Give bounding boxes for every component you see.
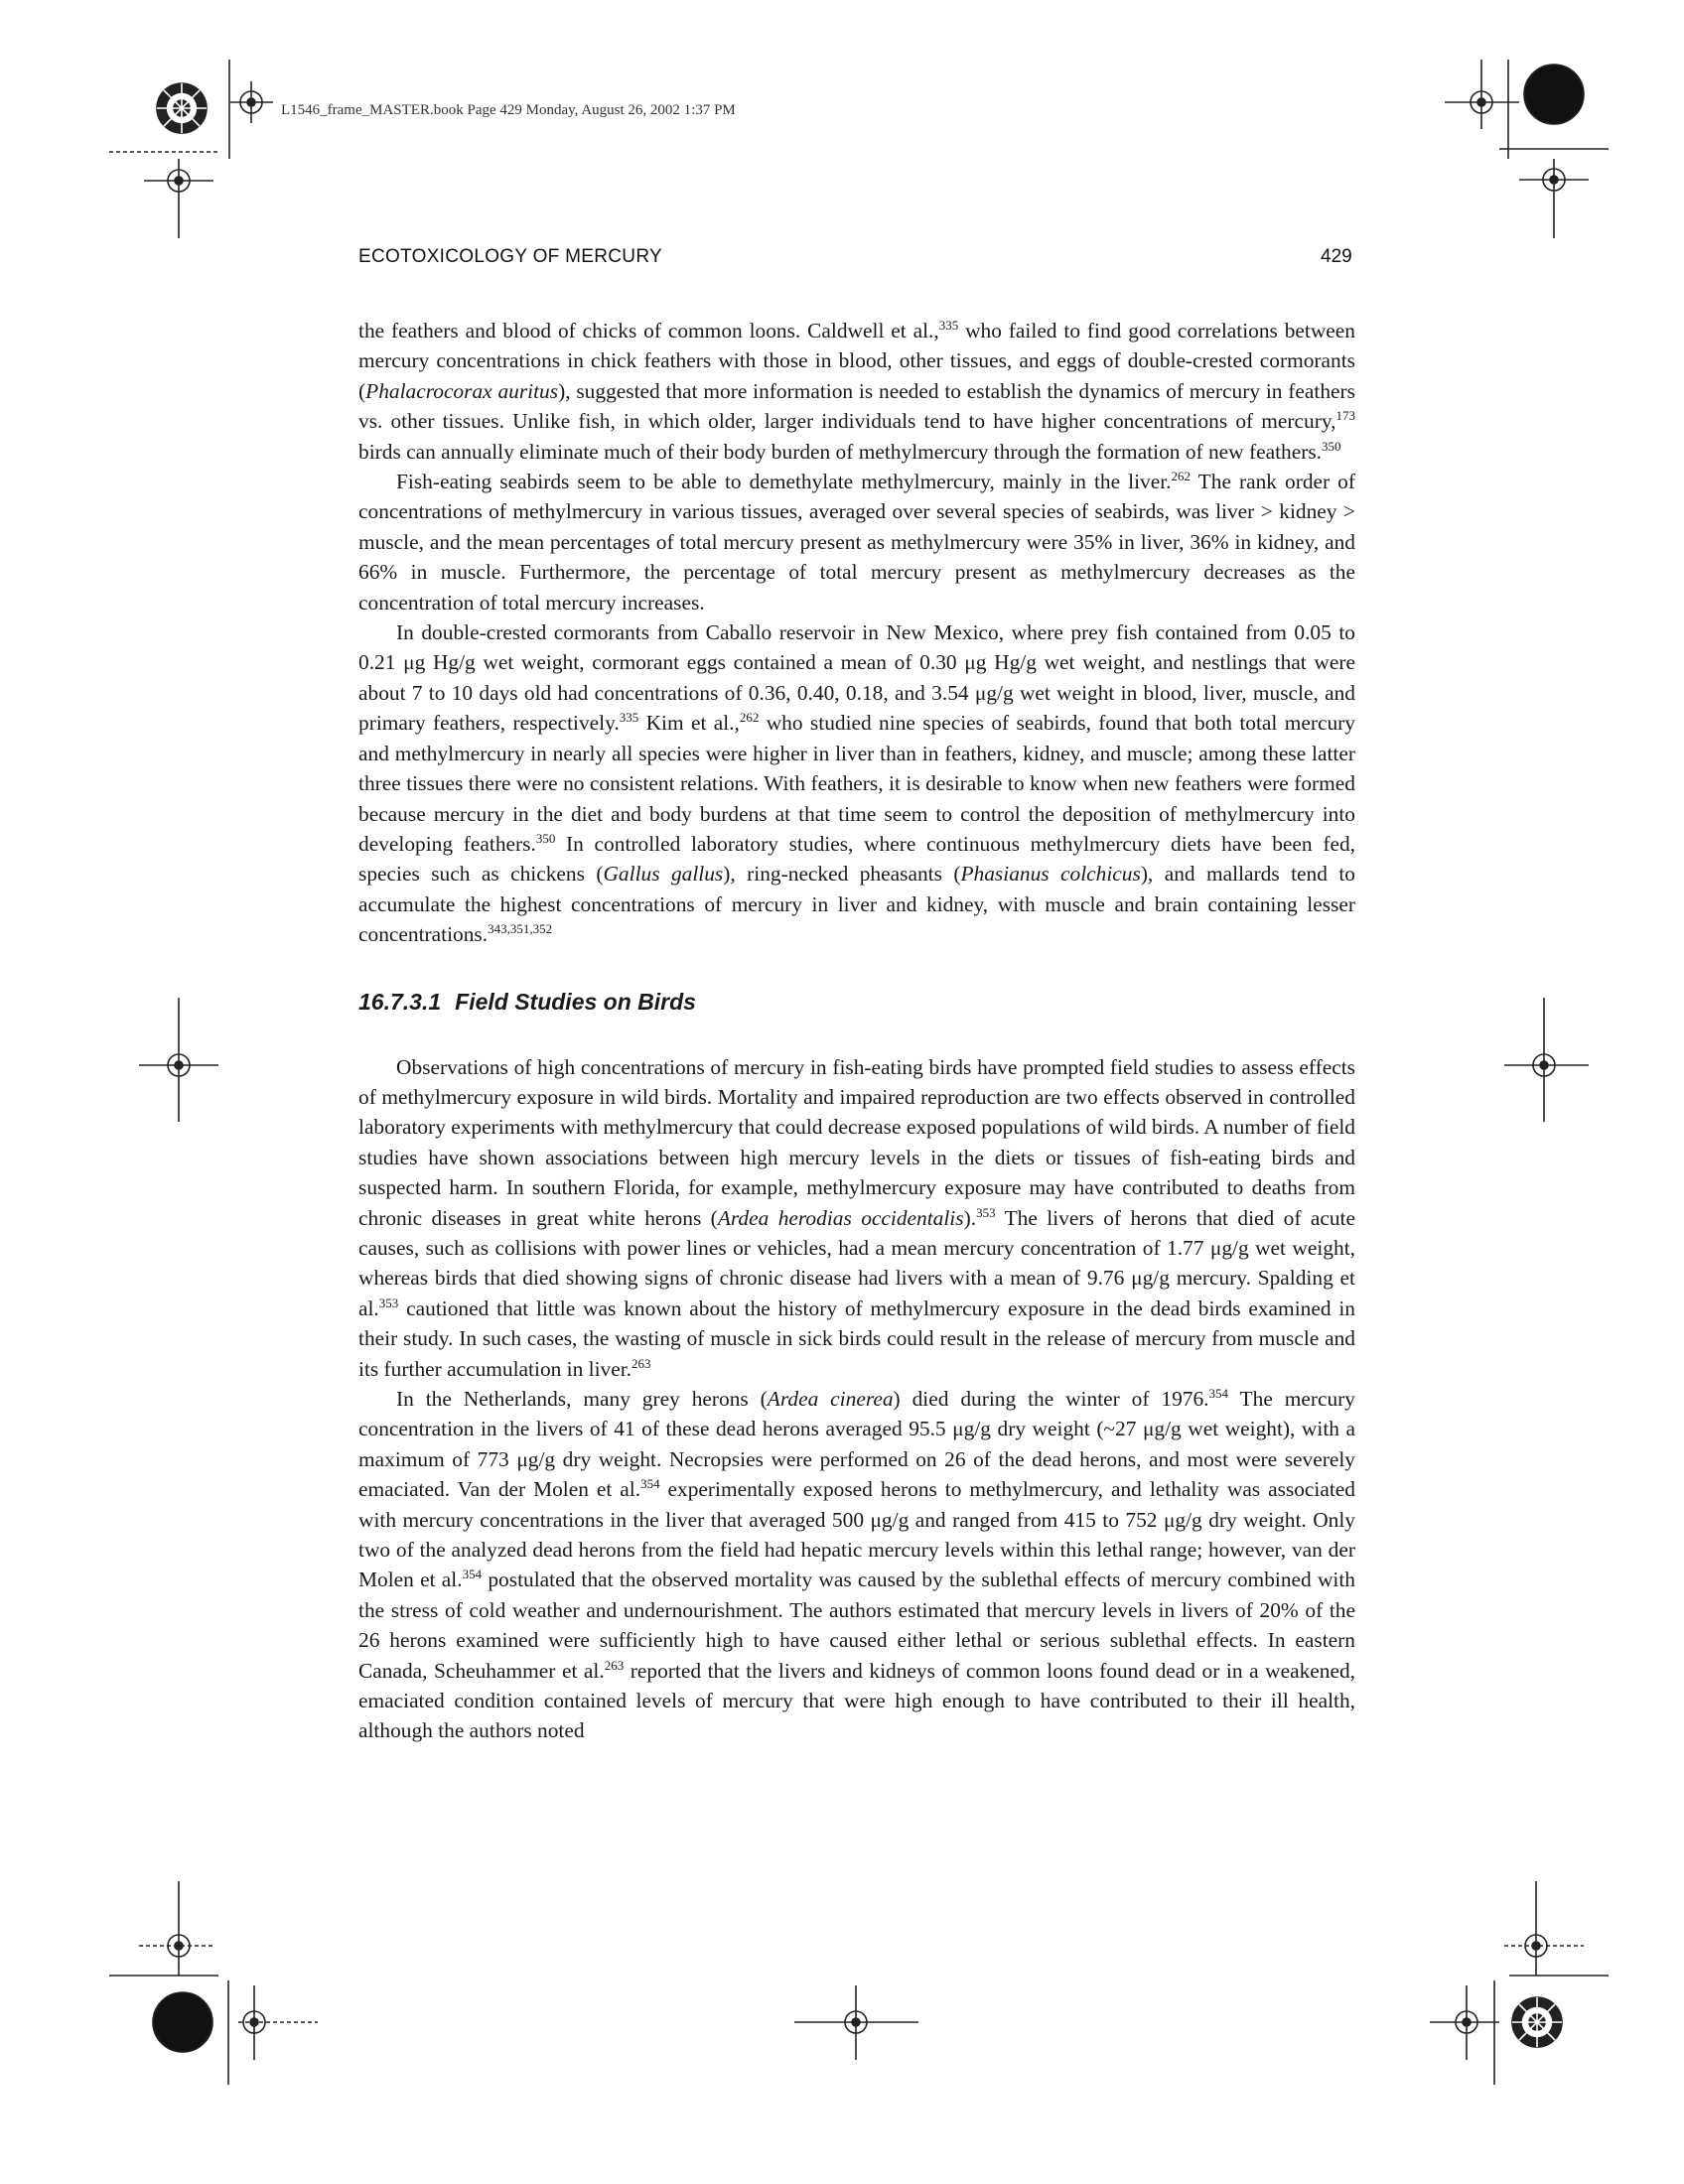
- text-run: ), suggested that more information is needed to establish the dynamics of mercury in feathers vs. other tissues. Unlike fish, in which older, larger individuals tend to have higher concentrations of mercury,: [358, 378, 1355, 434]
- citation-ref: 335: [619, 710, 639, 726]
- registration-mark-icon: [139, 1881, 213, 1976]
- page-number: 429: [1321, 246, 1352, 267]
- citation-ref: 263: [632, 1355, 651, 1371]
- citation-ref: 354: [1208, 1385, 1229, 1401]
- solid-dot-mark-icon: [1524, 65, 1584, 124]
- citation-ref: 263: [604, 1657, 625, 1673]
- text-run: experimentally exposed herons to methylmercury, and lethality was associated with mercury concentrations in the liver that averaged 500 μg/g and ranged from 415 to 752 μg/g dry weight. Only two of the analyzed dead herons from the field had hepatic mercury levels within this lethal range; however, van der Molen et al.: [358, 1477, 1355, 1592]
- registration-mark-icon: [230, 81, 273, 123]
- text-run: Observations of high concentrations of mercury in fish-eating birds have prompted field studies to assess effects of methylmercury exposure in wild birds. Mortality and impaired reproduction are two effects observed in controlled laboratory experiments with methylmercury that could decrease exposed populations of wild birds. A number of field studies have shown associations between high mercury levels in the diets or tissues of fish-eating birds and suspected harm. In southern Florida, for example, methylmercury exposure may have contributed to deaths from chronic diseases in great white herons (: [358, 1054, 1355, 1230]
- page-body: [358, 316, 1355, 1746]
- text-run: In double-crested cormorants from Caballo reservoir in New Mexico, where prey fish contained from 0.05 to 0.21 μg Hg/g wet weight, cormorant eggs contained a mean of 0.30 μg Hg/g wet weight, and nestlings that were about 7 to 10 days old had concentrations of 0.36, 0.40, 0.18, and 3.54 μg/g wet weight in blood, liver, muscle, and primary feathers, respectively.: [358, 620, 1355, 736]
- running-head: ECOTOXICOLOGY OF MERCURY: [358, 246, 662, 267]
- registration-mark-icon: [794, 1985, 918, 2060]
- citation-ref: 350: [535, 830, 556, 846]
- paragraph: [358, 617, 1355, 949]
- citation-ref: 350: [1322, 438, 1341, 454]
- text-run: ) died during the winter of 1976.: [893, 1387, 1209, 1411]
- citation-ref: 343,351,352: [488, 921, 553, 936]
- text-run: The rank order of concentrations of methylmercury in various tissues, averaged over several species of seabirds, was liver > kidney > muscle, and the mean percentages of total mercury present as methylmercury were 35% in liver, 36% in kidney, and 66% in muscle. Furthermore, the percentage of total mercury present as methylmercury decreases as the concentration of total mercury increases.: [358, 470, 1356, 614]
- section-number: 16.7.3.1: [358, 988, 442, 1015]
- species-name: Ardea cinerea: [767, 1387, 894, 1411]
- section-title: Field Studies on Birds: [455, 988, 696, 1015]
- text-run: In controlled laboratory studies, where continuous methylmercury diets have been fed, species such as chickens (: [358, 831, 1355, 887]
- registration-mark-icon: [1519, 159, 1589, 238]
- starburst-mark-icon: [157, 83, 207, 133]
- text-run: Kim et al.,: [638, 711, 740, 736]
- registration-mark-icon: [1430, 1985, 1499, 2060]
- text-run: cautioned that little was known about the history of methylmercury exposure in the dead birds examined in their study. In such cases, the wasting of muscle in sick birds could result in the release of mercury from muscle and its further accumulation in liver.: [358, 1296, 1355, 1381]
- species-name: Gallus gallus: [603, 862, 724, 887]
- species-name: Ardea herodias occidentalis: [717, 1205, 964, 1230]
- citation-ref: 353: [378, 1295, 399, 1310]
- text-run: the feathers and blood of chicks of common loons. Caldwell et al.,: [358, 319, 939, 342]
- text-run: In the Netherlands, many grey herons (: [396, 1387, 768, 1411]
- paragraph: [358, 316, 1355, 467]
- paragraph: [358, 1052, 1355, 1384]
- citation-ref: 354: [640, 1476, 660, 1492]
- text-run: who failed to find good correlations between mercury concentrations in chick feathers with those in blood, other tissues, and eggs of double-crested cormorants (: [358, 319, 1355, 403]
- text-run: who studied nine species of seabirds, found that both total mercury and methylmercury in nearly all species were higher in liver than in feathers, kidney, and muscle; among these latter three tissues there were no consistent relations. With feathers, it is desirable to know when new feathers were formed because mercury in the diet and body burdens at that time seem to control the deposition of methylmercury into developing feathers.: [358, 711, 1355, 856]
- citation-ref: 173: [1335, 408, 1355, 424]
- species-name: Phalacrocorax auritus: [365, 378, 559, 403]
- text-run: Fish-eating seabirds seem to be able to demethylate methylmercury, mainly in the liver.: [396, 470, 1172, 494]
- text-run: The livers of herons that died of acute causes, such as collisions with power lines or vehicles, had a mean mercury concentration of 1.77 μg/g wet weight, whereas birds that died showing signs of chronic disease had livers with a mean of 9.76 μg/g mercury. Spalding et al.: [358, 1205, 1355, 1320]
- registration-mark-icon: [144, 159, 213, 238]
- citation-ref: 354: [462, 1567, 483, 1582]
- text-run: reported that the livers and kidneys of common loons found dead or in a weakened, emaciated condition contained levels of mercury that were high enough to have contributed to their ill health, although the authors noted: [358, 1658, 1355, 1743]
- paragraph: [358, 1384, 1355, 1746]
- starburst-mark-icon: [1512, 1997, 1562, 2047]
- paragraph: [358, 467, 1355, 617]
- file-slug: L1546_frame_MASTER.book Page 429 Monday, August 26, 2002 1:37 PM: [281, 102, 736, 118]
- citation-ref: 262: [1171, 468, 1192, 483]
- registration-mark-icon: [1504, 998, 1589, 1122]
- registration-mark-icon: [1504, 1881, 1584, 1976]
- citation-ref: 353: [976, 1204, 996, 1220]
- registration-mark-icon: [139, 998, 218, 1122]
- section-heading: [358, 987, 1355, 1017]
- text-run: ), ring-necked pheasants (: [723, 862, 961, 887]
- citation-ref: 262: [739, 710, 760, 726]
- citation-ref: 335: [938, 317, 959, 333]
- species-name: Phasianus colchicus: [960, 862, 1141, 887]
- text-run: ).: [963, 1205, 977, 1230]
- text-run: The mercury concentration in the livers of 41 of these dead herons averaged 95.5 μg/g dry weight (~27 μg/g wet weight), with a maximum of 773 μg/g dry weight. Necropsies were performed on 26 of the dead herons, and most were severely emaciated. Van der Molen et al.: [358, 1387, 1355, 1502]
- text-run: birds can annually eliminate much of their body burden of methylmercury through the formation of new feathers.: [358, 439, 1323, 464]
- solid-dot-mark-icon: [153, 1992, 212, 2052]
- text-run: ), and mallards tend to accumulate the highest concentrations of mercury in liver and kidney, with muscle and brain containing lesser concentrations.: [358, 862, 1356, 947]
- registration-mark-icon: [238, 1985, 318, 2060]
- text-run: postulated that the observed mortality was caused by the sublethal effects of mercury combined with the stress of cold weather and undernourishment. The authors estimated that mercury levels in livers of 20% of the 26 herons examined were sufficiently high to have caused either lethal or serious sublethal effects. In eastern Canada, Scheuhammer et al.: [358, 1568, 1355, 1683]
